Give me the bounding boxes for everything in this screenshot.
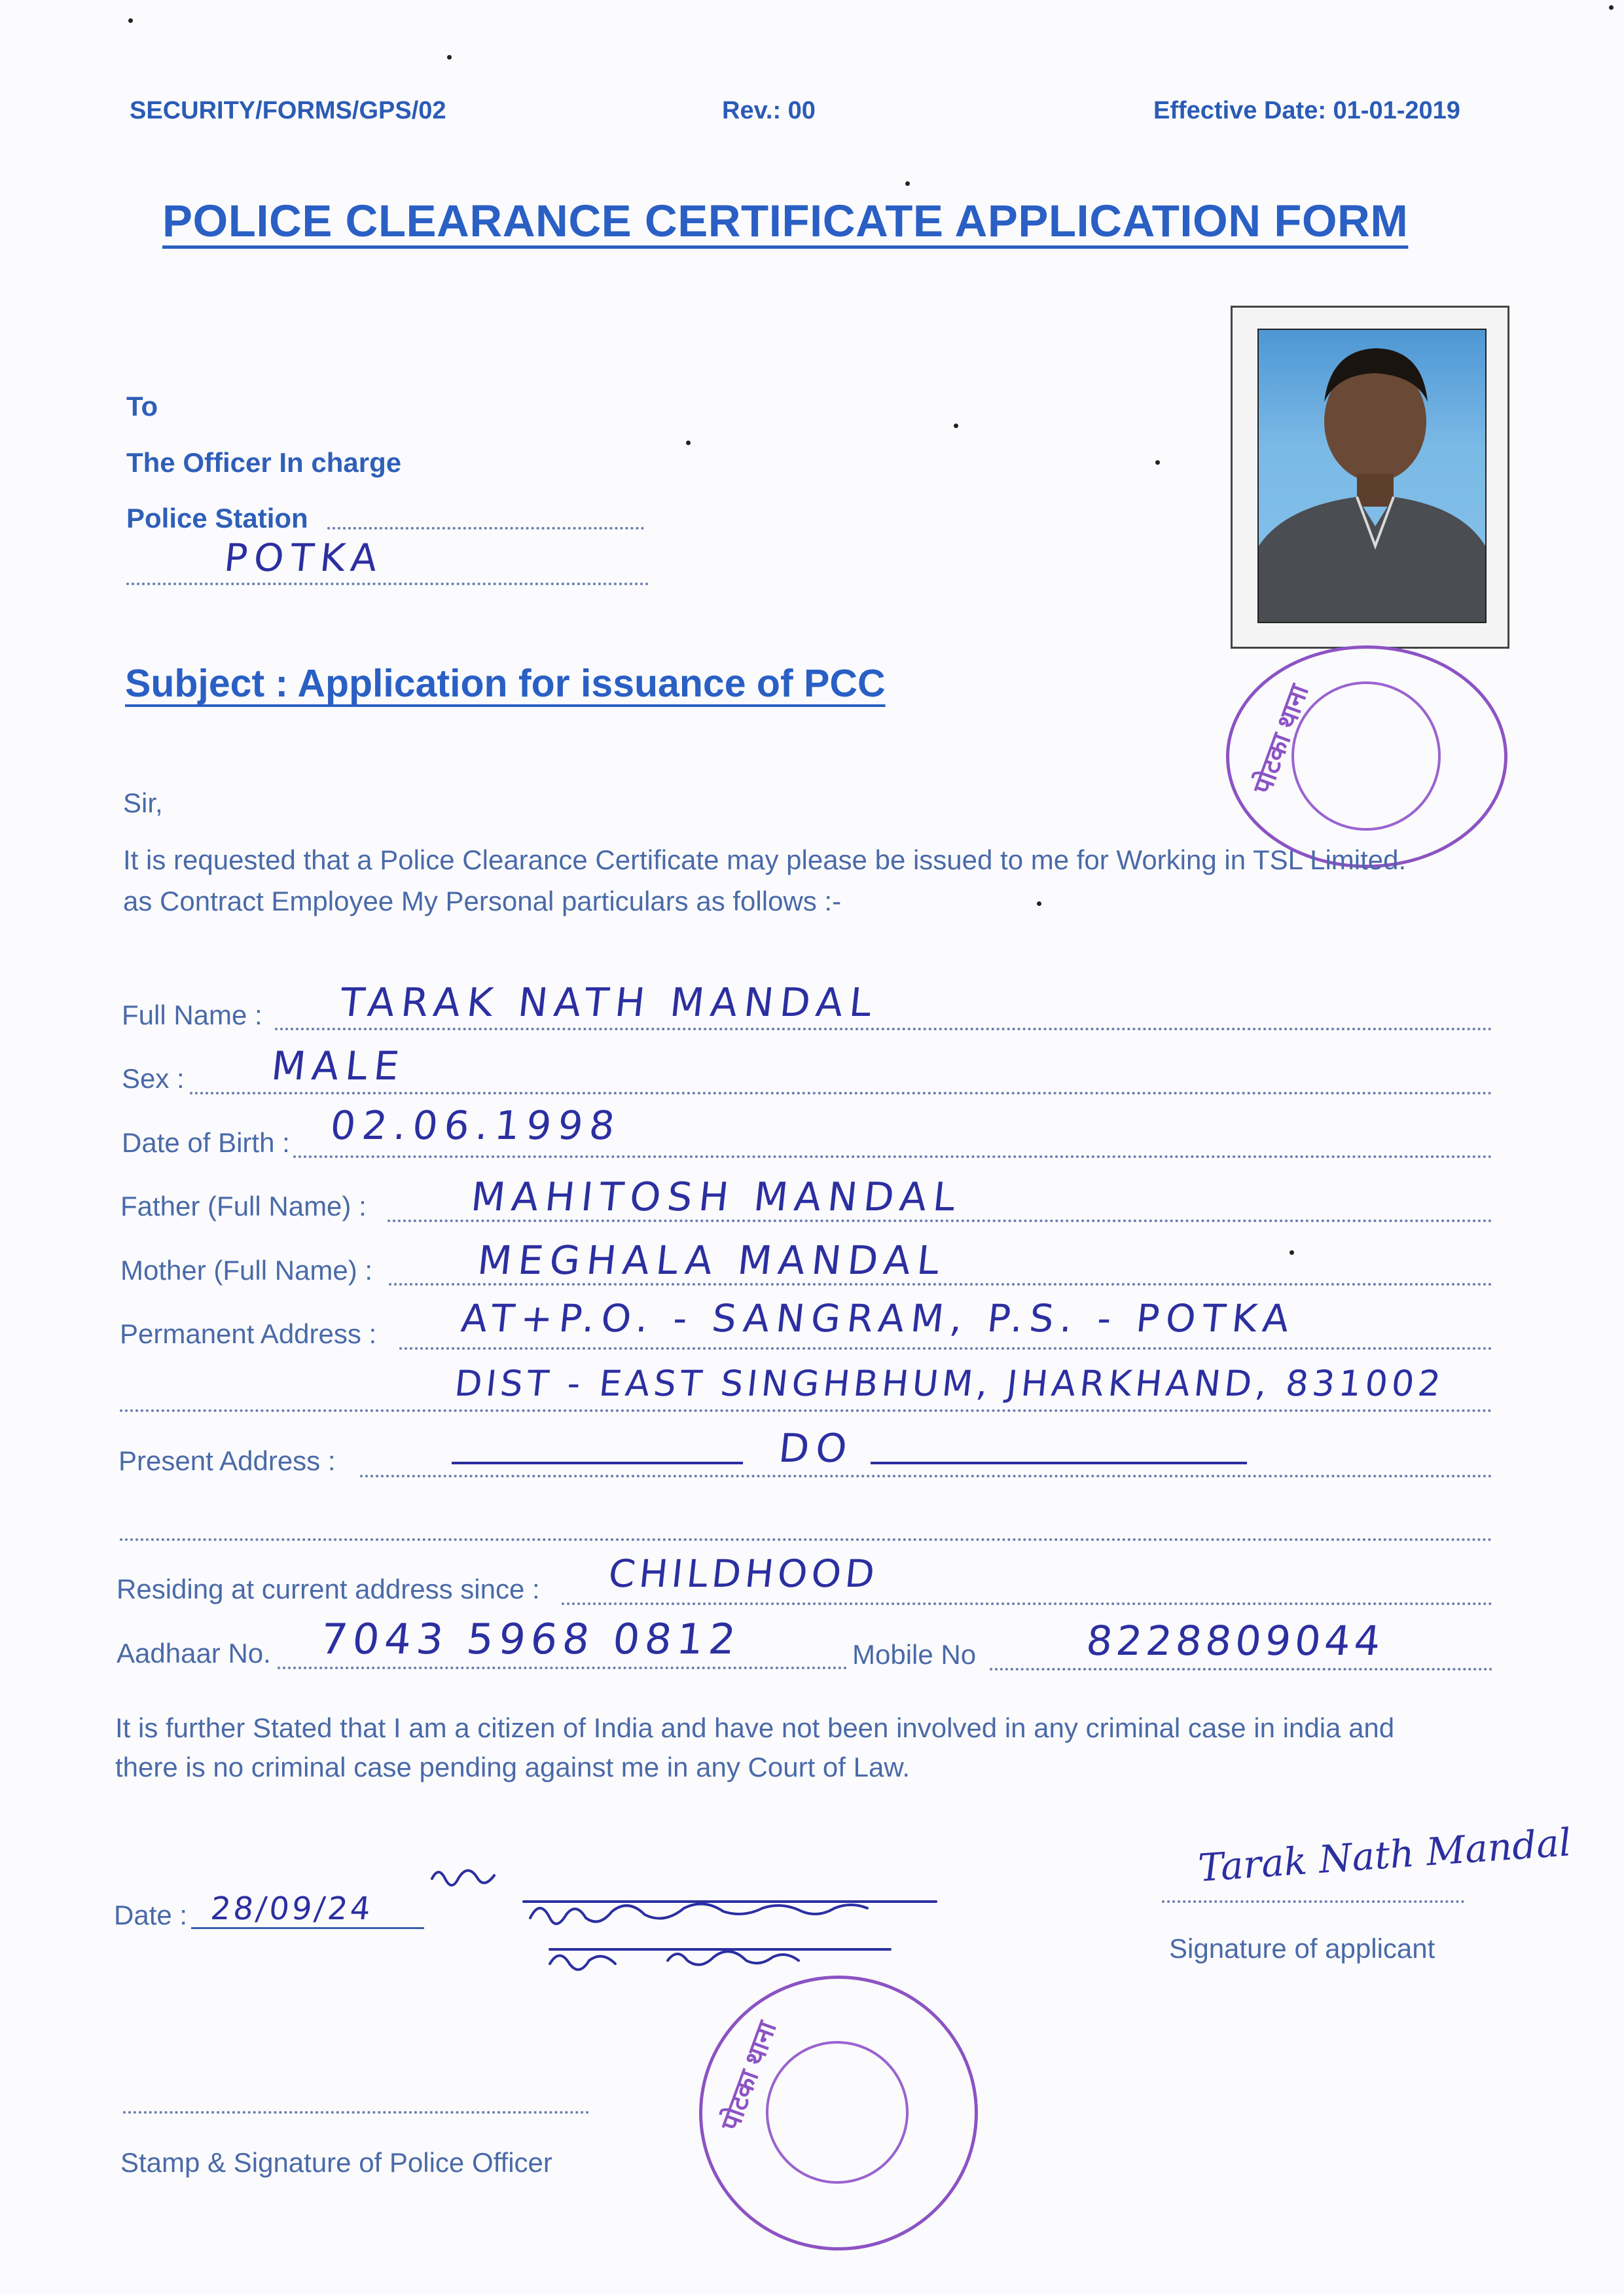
police-station-dotline-1 — [327, 527, 644, 530]
dob-value: 02.06.1998 — [328, 1103, 624, 1149]
father-label: Father (Full Name) : — [120, 1191, 367, 1221]
mother-value: MEGHALA MANDAL — [475, 1238, 948, 1284]
present-address-line-1 — [360, 1475, 1492, 1477]
aadhaar-value: 7043 5968 0812 — [318, 1616, 744, 1664]
sex-line — [190, 1092, 1492, 1094]
dob-label: Date of Birth : — [122, 1127, 290, 1158]
effective-date: Effective Date: 01-01-2019 — [1153, 97, 1460, 124]
scan-speck — [1037, 901, 1041, 906]
police-station-label: Police Station — [126, 503, 308, 533]
police-signature-label: Stamp & Signature of Police Officer — [120, 2147, 552, 2178]
permanent-address-value-2: DIST - EAST SINGHBHUM, JHARKHAND, 831002 — [452, 1363, 1447, 1404]
residing-value: CHILDHOOD — [606, 1551, 881, 1596]
sex-value: MALE — [269, 1043, 408, 1089]
permanent-address-label: Permanent Address : — [120, 1318, 377, 1349]
dob-line — [293, 1155, 1492, 1158]
police-stamp-top-text: पोटका थाना — [1248, 681, 1314, 798]
request-line-2: as Contract Employee My Personal particulars as follows :- — [123, 886, 842, 916]
scan-speck — [1609, 5, 1614, 10]
permanent-address-line-1 — [399, 1347, 1492, 1350]
request-line-1: It is requested that a Police Clearance Certificate may please be issued to me for Working in TSL Limited. — [123, 844, 1407, 875]
subject-line: Subject : Application for issuance of PCC — [125, 662, 886, 705]
person-silhouette-icon — [1259, 330, 1485, 622]
scan-speck — [1155, 460, 1160, 465]
applicant-signature: Tarak Nath Mandal — [1197, 1820, 1573, 1890]
present-address-value-text: DO — [776, 1426, 856, 1472]
scan-speck — [905, 181, 910, 186]
police-station-dotline-2 — [126, 583, 649, 585]
declaration-line-1: It is further Stated that I am a citizen of India and have not been involved in any criminal case in india and — [115, 1712, 1395, 1743]
police-signature-line — [123, 2111, 589, 2114]
form-code: SECURITY/FORMS/GPS/02 — [130, 97, 446, 124]
police-stamp-bottom — [699, 1976, 978, 2250]
police-stamp-top — [1226, 645, 1507, 868]
present-address-line-2 — [120, 1538, 1492, 1541]
page-title: POLICE CLEARANCE CERTIFICATE APPLICATION FORM — [162, 196, 1409, 246]
date-label: Date : — [114, 1900, 188, 1930]
scan-speck — [128, 18, 133, 23]
full-name-label: Full Name : — [122, 1000, 262, 1030]
full-name-value: TARAK NATH MANDAL — [338, 980, 880, 1026]
date-value: 28/09/24 — [209, 1890, 375, 1927]
police-stamp-top-inner — [1291, 681, 1441, 831]
police-stamp-bottom-text: पोटका थाना — [715, 2017, 782, 2135]
police-station-value: POTKA — [222, 535, 386, 580]
revision: Rev.: 00 — [722, 97, 816, 124]
present-address-dash-left — [452, 1462, 743, 1464]
scan-speck — [954, 424, 958, 428]
residing-line — [562, 1602, 1492, 1605]
present-address-label: Present Address : — [118, 1445, 336, 1476]
signature-of-applicant-label: Signature of applicant — [1169, 1933, 1435, 1964]
applicant-photo — [1257, 329, 1487, 623]
full-name-line — [275, 1028, 1492, 1030]
applicant-photo-frame — [1231, 306, 1509, 649]
permanent-address-line-2 — [120, 1409, 1492, 1412]
present-address-dash-right — [871, 1462, 1247, 1464]
permanent-address-value-1: AT+P.O. - SANGRAM, P.S. - POTKA — [459, 1296, 1298, 1341]
mobile-label: Mobile No — [852, 1639, 977, 1670]
declaration-line-2: there is no criminal case pending against me in any Court of Law. — [115, 1752, 911, 1782]
father-value: MAHITOSH MANDAL — [469, 1174, 964, 1220]
scan-speck — [686, 441, 691, 445]
police-stamp-bottom-inner — [766, 2041, 909, 2184]
aadhaar-label: Aadhaar No. — [117, 1638, 271, 1669]
mother-label: Mother (Full Name) : — [120, 1255, 373, 1286]
mobile-value: 8228809044 — [1084, 1617, 1387, 1665]
addressee-to: To — [126, 391, 158, 422]
addressee-officer: The Officer In charge — [126, 447, 402, 478]
applicant-signature-line — [1162, 1900, 1464, 1903]
residing-label: Residing at current address since : — [117, 1574, 540, 1604]
salutation: Sir, — [123, 787, 163, 818]
scan-speck — [1290, 1250, 1294, 1255]
date-line — [191, 1927, 424, 1929]
aadhaar-line — [278, 1667, 847, 1669]
scan-speck — [447, 55, 452, 60]
mobile-line — [990, 1668, 1492, 1671]
sex-label: Sex : — [122, 1063, 185, 1094]
